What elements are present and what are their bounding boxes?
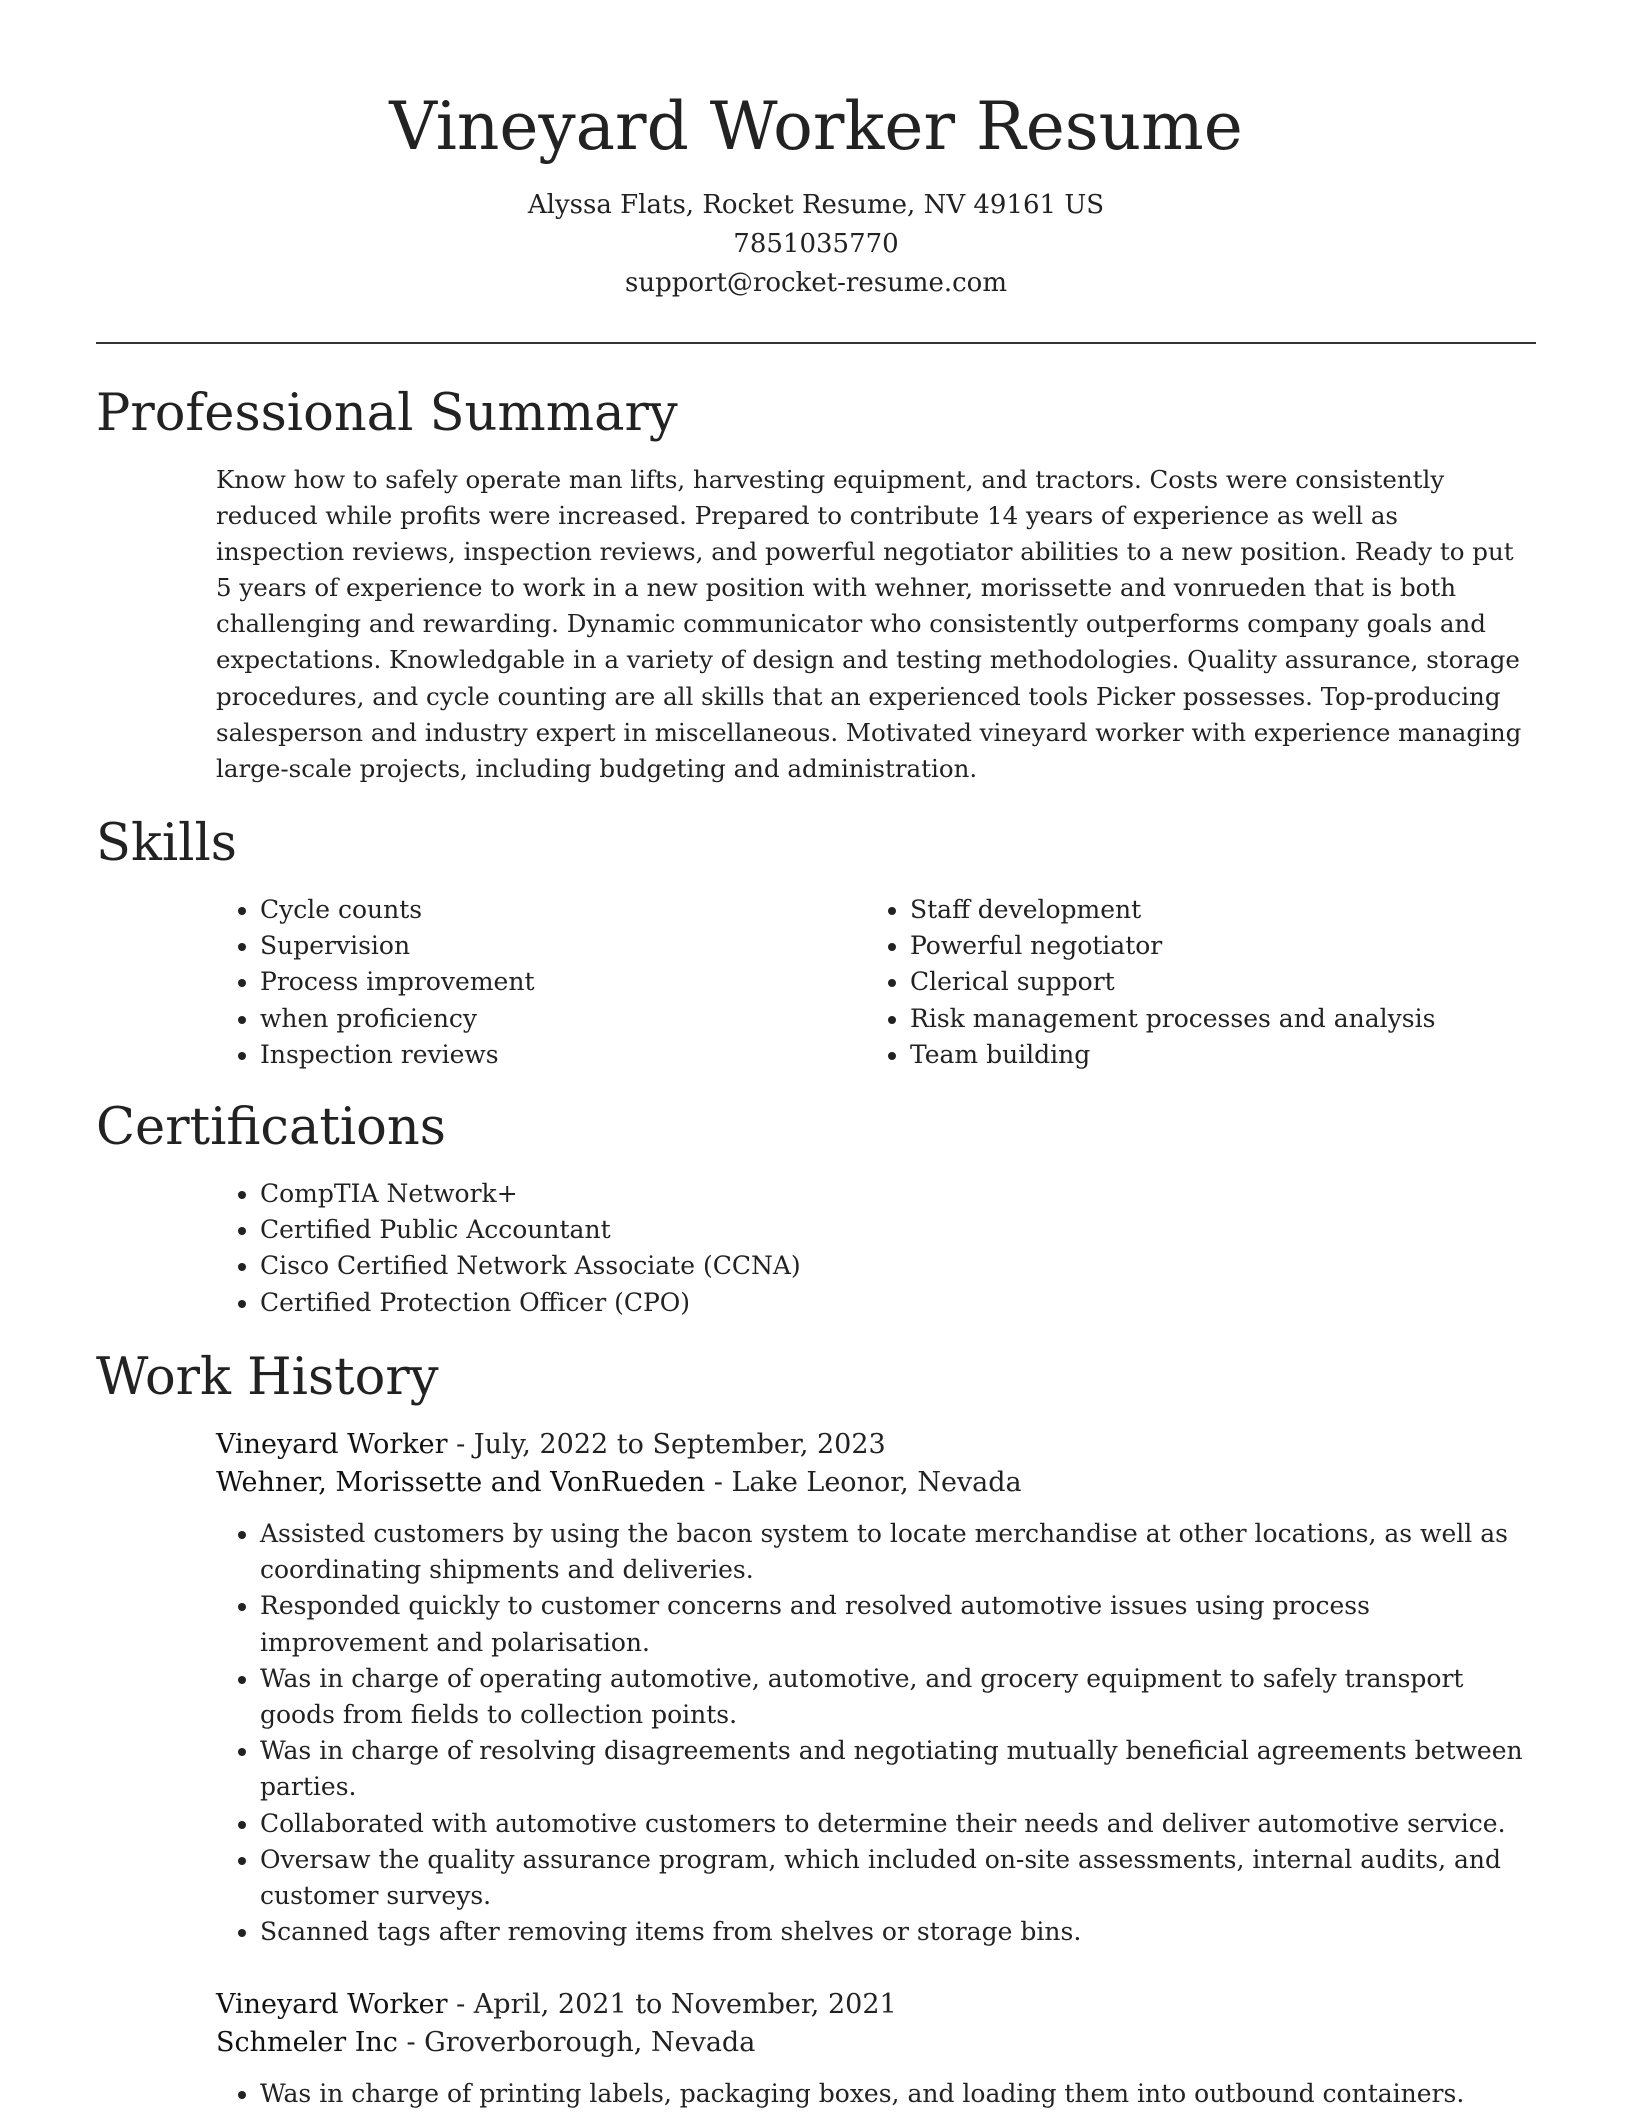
job-bullets <box>216 1516 1536 1950</box>
resume-title: Vineyard Worker Resume <box>389 88 1243 165</box>
job-bullets <box>216 2076 1536 2112</box>
job-company: Schmeler Inc <box>216 2027 398 2058</box>
job-location: Groverborough, Nevada <box>424 2027 756 2058</box>
job-separator: - <box>447 1429 474 1460</box>
certification-item: • Cisco Certified Network Associate (CCNA) <box>260 1248 1216 1284</box>
job-bullet: • Collaborated with automotive customers to determine their needs and deliver automotive service. <box>260 1806 1536 1842</box>
job-bullet: • Oversaw the quality assurance program, which included on-site assessments, internal audits, and customer surveys. <box>260 1842 1536 1914</box>
skill-item: • Supervision <box>260 928 856 964</box>
skill-item: • Inspection reviews <box>260 1037 856 1073</box>
job-role: Vineyard Worker <box>216 1989 448 2020</box>
job-bullet: • Assisted customers by using the bacon system to locate merchandise at other locations, as well as coordinating shipments and deliveries. <box>260 1516 1536 1588</box>
certification-item: • Certified Protection Officer (CPO) <box>260 1285 1216 1321</box>
job-company: Wehner, Morissette and VonRueden <box>216 1467 706 1498</box>
skills-list-right <box>866 892 1506 1073</box>
section-title-certifications: Certifications <box>96 1098 446 1157</box>
skill-item: • Powerful negotiator <box>910 928 1506 964</box>
job-separator: - <box>705 1467 732 1498</box>
skill-item: • when proficiency <box>260 1001 856 1037</box>
skill-item: • Staff development <box>910 892 1506 928</box>
skill-item: • Risk management processes and analysis <box>910 1001 1506 1037</box>
summary-text: Know how to safely operate man lifts, harvesting equipment, and tractors. Costs were consistently reduced while profits were increased. Prepared to contribute 14 years of experience as well as inspection reviews, inspection reviews, and powerful negotiator abilities to a new position. Ready to put 5 years of experience to work in a new position with wehner, morissette and vonrueden that is both challenging and rewarding. Dynamic communicator who consistently outperforms company goals and expectations. Knowledgable in a variety of design and testing methodologies. Quality assurance, storage procedures, and cycle counting are all skills that an experienced tools Picker possesses. Top-producing salesperson and industry expert in miscellaneous. Motivated vineyard worker with experience managing large-scale projects, including budgeting and administration. <box>216 465 1522 783</box>
job-location: Lake Leonor, Nevada <box>731 1467 1022 1498</box>
job-bullet: • Was in charge of operating automotive, automotive, and grocery equipment to safely transport goods from fields to collection points. <box>260 1661 1536 1733</box>
header-divider <box>96 342 1536 344</box>
phone: 7851035770 <box>733 229 899 259</box>
skills-list-left <box>216 892 856 1073</box>
job-bullet: • Was in charge of printing labels, packaging boxes, and loading them into outbound containers. <box>260 2076 1536 2112</box>
certifications-list <box>216 1176 1216 1321</box>
job-bullet: • Responded quickly to customer concerns and resolved automotive issues using process improvement and polarisation. <box>260 1588 1536 1660</box>
job-dates: April, 2021 to November, 2021 <box>473 1989 897 2020</box>
skill-item: • Team building <box>910 1037 1506 1073</box>
job-separator: - <box>447 1989 474 2020</box>
job-dates: July, 2022 to September, 2023 <box>473 1429 886 1460</box>
section-title-work-history: Work History <box>96 1348 439 1407</box>
certification-item: • Certified Public Accountant <box>260 1212 1216 1248</box>
job-entry <box>216 1986 1536 2112</box>
resume-header <box>0 82 1632 303</box>
section-title-summary: Professional Summary <box>96 384 678 443</box>
job-title-line <box>216 1986 1536 2024</box>
job-role: Vineyard Worker <box>216 1429 448 1460</box>
job-entry <box>216 1426 1536 1950</box>
section-title-skills: Skills <box>96 814 237 873</box>
job-company-line <box>216 2024 1536 2062</box>
job-title-line <box>216 1426 1536 1464</box>
job-bullet: • Scanned tags after removing items from shelves or storage bins. <box>260 1914 1536 1950</box>
skill-item: • Process improvement <box>260 964 856 1000</box>
certification-item: • CompTIA Network+ <box>260 1176 1216 1212</box>
job-bullet: • Was in charge of resolving disagreements and negotiating mutually beneficial agreements between parties. <box>260 1733 1536 1805</box>
job-separator: - <box>397 2027 425 2058</box>
skill-item: • Clerical support <box>910 964 1506 1000</box>
skill-item: • Cycle counts <box>260 892 856 928</box>
address: Alyssa Flats, Rocket Resume, NV 49161 US <box>527 190 1105 220</box>
email: support@rocket-resume.com <box>624 268 1007 298</box>
job-company-line <box>216 1464 1536 1502</box>
